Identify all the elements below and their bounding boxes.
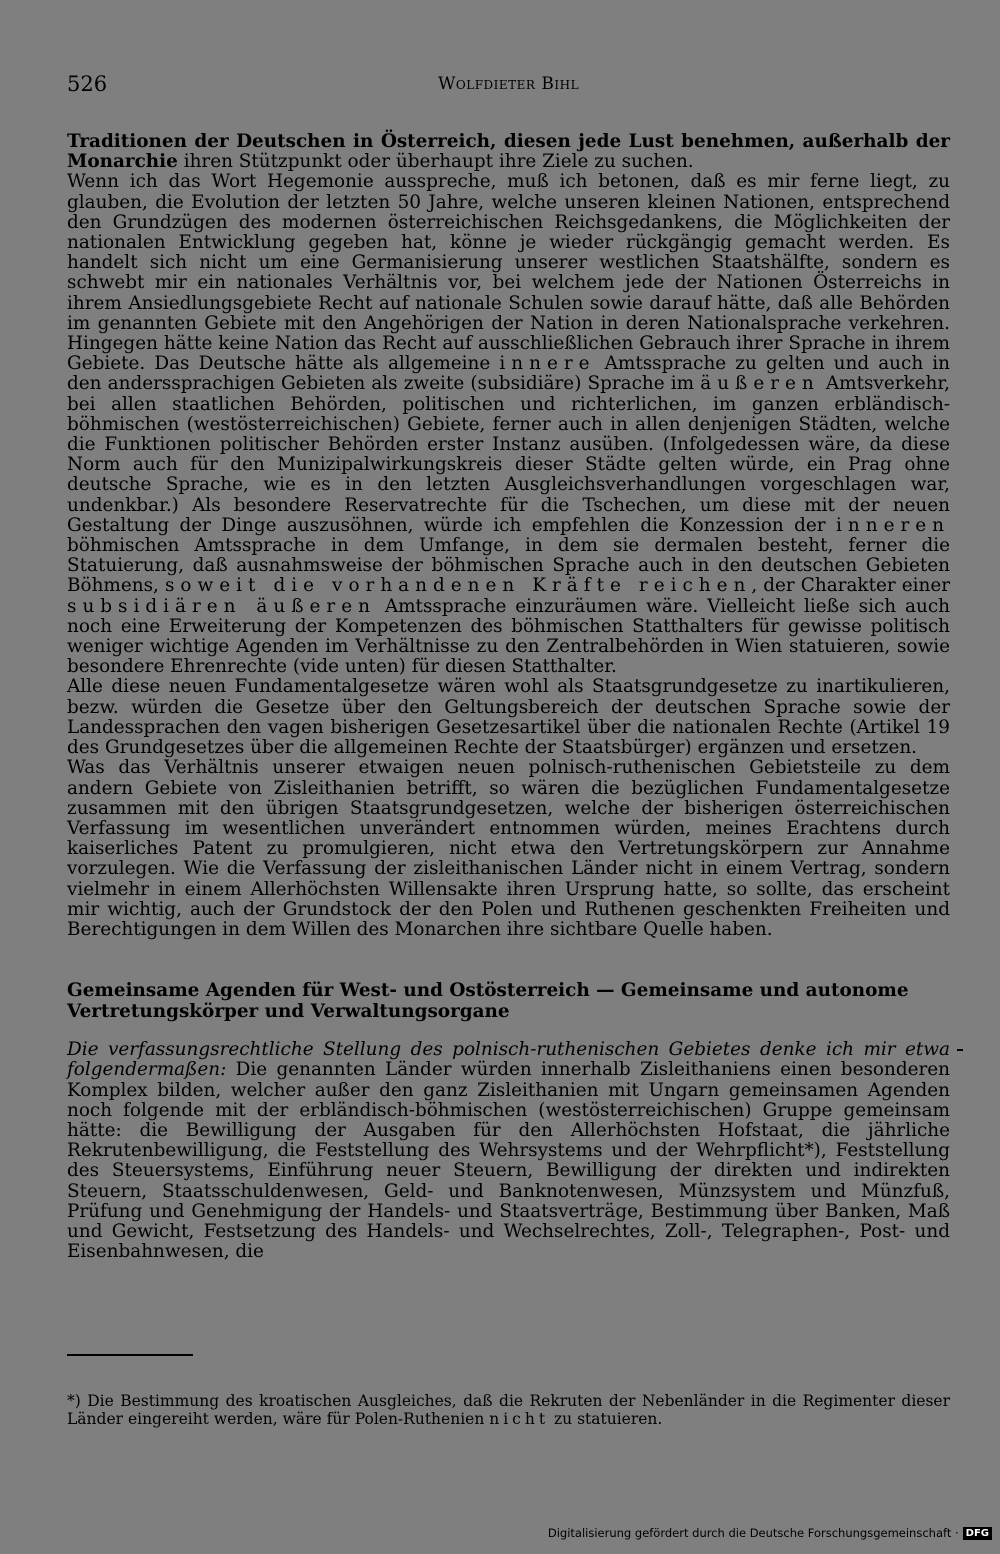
- footnote: [67, 1392, 950, 1428]
- page-number: 526: [67, 72, 108, 96]
- paragraph: Alle diese neuen Fundamentalgesetze wären wohl als Staatsgrundgesetze zu inartikulieren, bezw. würden die Gesetze über den Geltungsbereich der deutschen Sprache sowie der Landessprachen den vagen bisherigen Gesetzesartikel über die nationalen Rechte (Artikel 19 des Grundgesetzes über die allgemeinen Rechte der Staatsbürger) ergänzen und ersetzen.: [67, 676, 950, 759]
- footer-text: Digitalisierung gefördert durch die Deutsche Forschungsgemeinschaft ·: [547, 1526, 959, 1540]
- spaced-emphasis: nicht: [489, 1410, 550, 1428]
- paragraph: [67, 1040, 950, 1262]
- text-span: Wenn ich das Wort Hegemonie ausspreche, muß ich betonen, daß es mir ferne liegt, zu glauben, die Evolution der letzten 50 Jahre, welche unseren kleinen Nationen, entsprechend den Grundzügen des modernen österreichischen Reichsgedankens, die Möglichkeiten der nationalen Entwicklung gegeben hat, könne je wieder rückgängig gemacht werden. Es handelt sich nicht um eine Germanisierung unserer westlichen Staatshälfte, sondern es schwebt mir ein nationales Verhältnis vor, bei welchem jede der Nationen Österreichs in ihrem Ansiedlungsgebiete Recht auf nationale Schulen sowie darauf hätte, daß alle Behörden im genannten Gebiete mit den Angehörigen der Nation in deren Nationalsprache verkehren. Hingegen hätte keine Nation das Recht auf ausschließlichen Gebrauch ihrer Sprache in ihrem Gebiete. Das Deutsche hätte als allgemeine: [67, 171, 950, 375]
- page-header: [67, 72, 950, 102]
- paragraph: [67, 132, 950, 172]
- margin-mark: [957, 1049, 963, 1051]
- dfg-logo: DFG: [963, 1527, 992, 1540]
- spaced-emphasis: soweit die vorhandenen Kräfte reichen: [164, 575, 752, 597]
- italic-text: Die verfassungsrechtliche Stellung des polnisch-ruthenischen Gebietes denke ich mir etwa folgendermaßen:: [67, 1039, 950, 1081]
- paragraph: [67, 172, 950, 677]
- running-head: Wolfdieter Bihl: [437, 74, 580, 94]
- footnote-rule: [67, 1354, 193, 1356]
- spaced-emphasis: innere: [499, 353, 596, 375]
- text-span: Die genannten Länder würden innerhalb Zisleithaniens einen besonderen Komplex bilden, welcher außer den ganz Zisleithanien mit Ungarn gemeinsamen Agenden noch folgende mit der erbländisch-böhmischen (westösterreichischen) Gruppe gemeinsam hätte: die Bewilligung der Ausgaben für den Allerhöchsten Hofstaat, die jährliche Rekrutenbewilligung, die Feststellung des Wehrsystems und der Wehrpflicht*), Feststellung des Steuersystems, Einführung neuer Steuern, Bewilligung der direkten und indirekten Steuern, Staatsschuldenwesen, Geld- und Banknotenwesen, Münzsystem und Münzfuß, Prüfung und Genehmigung der Handels- und Staatsverträge, Bestimmung über Banken, Maß und Gewicht, Festsetzung des Handels- und Wechselrechtes, Zoll-, Telegraphen-, Post- und Eisenbahnwesen, die: [67, 1059, 950, 1263]
- text-span: , der Charakter einer: [751, 575, 951, 597]
- spaced-emphasis: inneren: [836, 514, 950, 536]
- spaced-emphasis: subsidiären äußeren: [67, 595, 376, 617]
- body-text: [67, 132, 950, 1262]
- text-span: Amtsverkehr, bei allen staatlichen Behörden, politischen und richterlichen, im ganzen erbländisch-böhmischen (westösterreichischen) Gebiete, ferner auch in allen denjenigen Städten, welche die Funktionen politischer Behörden erster Instanz ausüben. (Infolgedessen wäre, da diese Norm auch für den Munizipalwirkungskreis dieser Städte gelten würde, ein Prag ohne deutsche Sprache, wie es in den letzten Ausgleichsverhandlungen vorgeschlagen war, undenkbar.) Als besondere Reservatrechte für die Tschechen, um diese mit der neuen Gestaltung der Dinge auszusöhnen, würde ich empfehlen die Konzession der: [67, 373, 950, 536]
- footnote-text: zu statuieren.: [549, 1410, 663, 1428]
- text-span: Amtssprache einzuräumen wäre. Vielleicht ließe sich auch noch eine Erweiterung der Kompetenzen des böhmischen Statthalters für gewisse politisch weniger wichtige Agenden im Verhältnisse zu den Zentralbehörden in Wien statuieren, sowie besondere Ehrenrechte (vide unten) für diesen Statthalter.: [67, 595, 950, 678]
- text-span: Amtssprache zu gelten und auch in den anderssprachigen Gebieten als zweite (subsidiäre) Sprache im: [67, 353, 951, 395]
- paragraph: Was das Verhältnis unserer etwaigen neuen polnisch-ruthenischen Gebietsteile zu dem andern Gebiete von Zisleithanien betrifft, so wären die bezüglichen Fundamentalgesetze zusammen mit den übrigen Staatsgrundgesetzen, welche der bisherigen österreichischen Verfassung im wesentlichen unverändert entnommen würden, meines Erachtens durch kaiserliches Patent zu promulgieren, nicht etwa den Vertretungskörpern zur Annahme vorzulegen. Wie die Verfassung der zisleithanischen Länder nicht in einem Vertrag, sondern vielmehr in einem Allerhöchsten Willensakte ihren Ursprung hatte, so sollte, das erscheint mir wichtig, auch der Grundstock der den Polen und Ruthenen geschenkten Freiheiten und Berechtigungen in dem Willen des Monarchen ihre sichtbare Quelle haben.: [67, 757, 950, 940]
- bold-text: Traditionen der Deutschen in Österreich, diesen jede Lust benehmen, außerhalb der Monarchie: [67, 131, 950, 173]
- spaced-emphasis: äußeren: [700, 373, 820, 395]
- section-heading: Gemeinsame Agenden für West- und Ostösterreich — Gemeinsame und autonome Vertretungskörper und Verwaltungsorgane: [67, 980, 909, 1023]
- digitization-footer: [548, 1526, 992, 1540]
- footnote-text: *) Die Bestimmung des kroatischen Ausgleiches, daß die Rekruten der Nebenländer in die Regimenter dieser Länder eingereiht werden, wäre für Polen-Ruthenien: [67, 1392, 950, 1428]
- text-span: böhmischen Amtssprache in dem Umfange, in dem sie dermalen besteht, ferner die Statuierung, daß ausnahmsweise der böhmischen Sprache auch in den deutschen Gebieten Böhmens,: [67, 535, 950, 597]
- text-span: ihren Stützpunkt oder überhaupt ihre Ziele zu suchen.: [177, 151, 694, 173]
